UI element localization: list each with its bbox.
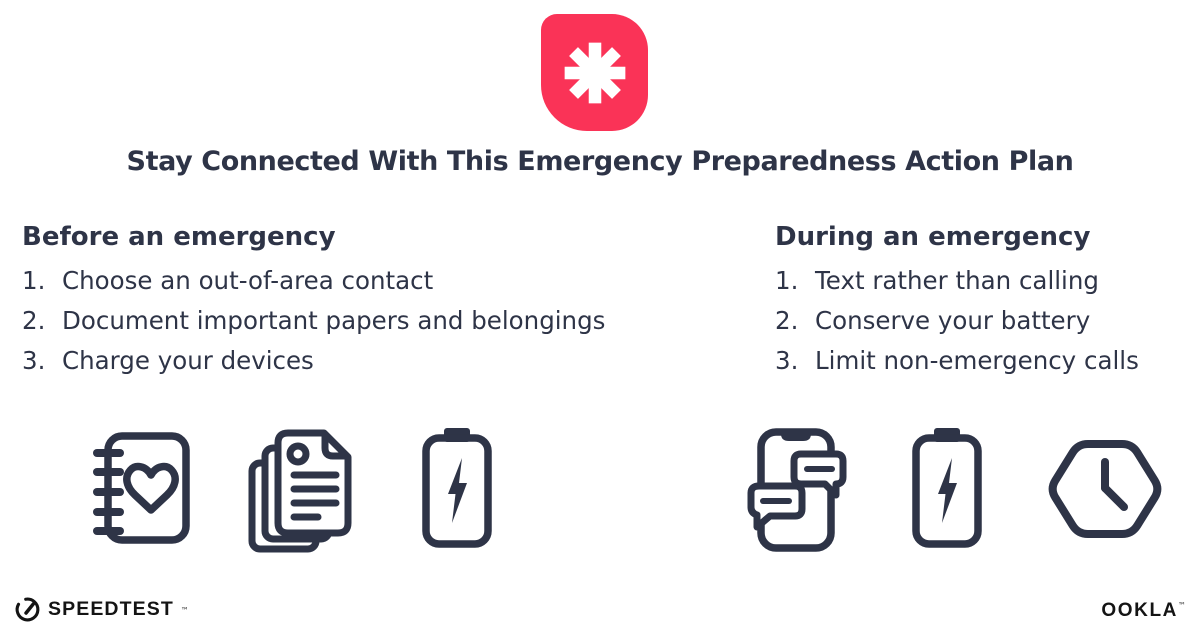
during-emergency-list bbox=[775, 261, 1200, 381]
list-number: 2. bbox=[775, 306, 799, 335]
ookla-wordmark: OOKLA bbox=[1101, 600, 1178, 621]
battery-charge-icon bbox=[911, 428, 983, 548]
list-item bbox=[775, 301, 1200, 341]
list-number: 1. bbox=[775, 266, 799, 295]
list-item-text: Limit non-emergency calls bbox=[815, 346, 1139, 375]
list-item-text: Document important papers and belongings bbox=[62, 306, 606, 335]
list-item-text: Choose an out-of-area contact bbox=[62, 266, 434, 295]
speedtest-logo bbox=[14, 596, 189, 623]
before-emergency-section bbox=[22, 221, 742, 381]
before-emergency-list bbox=[22, 261, 742, 381]
asterisk-icon bbox=[562, 40, 628, 106]
phone-messages-icon bbox=[746, 427, 848, 553]
during-emergency-section bbox=[775, 221, 1200, 381]
list-number: 2. bbox=[22, 306, 46, 335]
speedtest-trademark: ™ bbox=[180, 606, 189, 615]
document-stack-icon bbox=[248, 427, 352, 553]
ookla-logo bbox=[1101, 600, 1186, 622]
section-heading-before: Before an emergency bbox=[22, 222, 336, 252]
list-number: 1. bbox=[22, 266, 46, 295]
emergency-badge bbox=[541, 14, 648, 131]
list-item bbox=[775, 261, 1200, 301]
list-number: 3. bbox=[775, 346, 799, 375]
speedtest-gauge-icon bbox=[14, 596, 41, 623]
ookla-trademark: ™ bbox=[1178, 601, 1186, 610]
page-title: Stay Connected With This Emergency Preparedness Action Plan bbox=[126, 146, 1074, 177]
section-heading-during: During an emergency bbox=[775, 222, 1091, 252]
battery-charge-icon bbox=[421, 428, 493, 548]
speedtest-wordmark: SPEEDTEST bbox=[48, 598, 174, 620]
list-item-text: Conserve your battery bbox=[815, 306, 1091, 335]
contact-book-heart-icon bbox=[92, 431, 192, 545]
clock-hexagon-icon bbox=[1044, 435, 1166, 543]
list-item-text: Text rather than calling bbox=[815, 266, 1099, 295]
list-item bbox=[22, 301, 742, 341]
list-item-text: Charge your devices bbox=[62, 346, 314, 375]
list-item bbox=[22, 261, 742, 301]
list-item bbox=[775, 341, 1200, 381]
list-number: 3. bbox=[22, 346, 46, 375]
list-item bbox=[22, 341, 742, 381]
